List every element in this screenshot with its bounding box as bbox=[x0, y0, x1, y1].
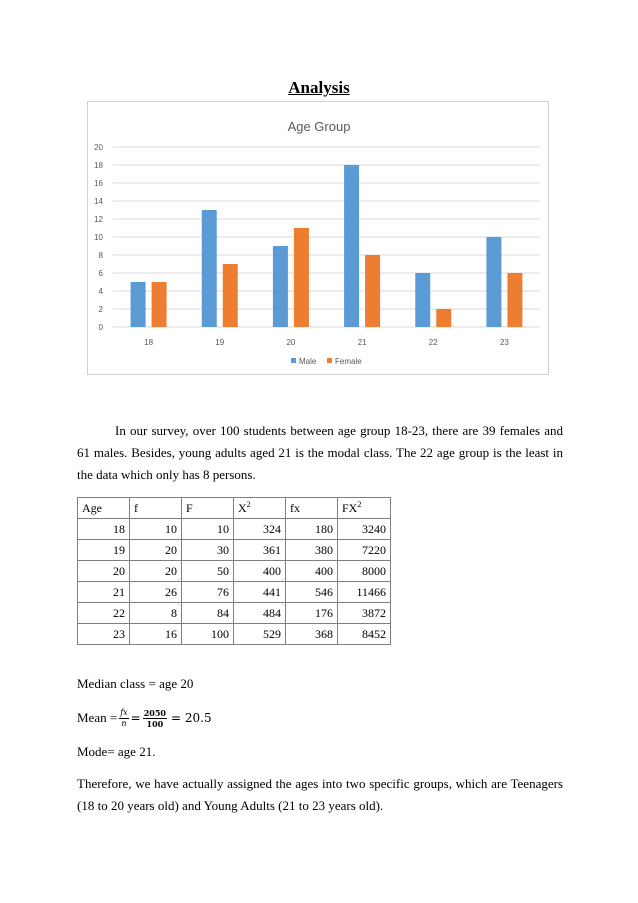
table-cell: 23 bbox=[78, 624, 130, 645]
table-cell: 18 bbox=[78, 519, 130, 540]
header-age: Age bbox=[78, 498, 130, 519]
frequency-table bbox=[77, 497, 391, 645]
table-cell: 8000 bbox=[338, 561, 391, 582]
bar-female bbox=[436, 309, 451, 327]
table-cell: 368 bbox=[286, 624, 338, 645]
bar-male bbox=[273, 246, 288, 327]
legend-swatch-female bbox=[327, 358, 332, 363]
table-cell: 100 bbox=[182, 624, 234, 645]
table-cell: 30 bbox=[182, 540, 234, 561]
y-tick-label: 6 bbox=[98, 269, 103, 278]
table-row bbox=[78, 519, 391, 540]
table-cell: 22 bbox=[78, 603, 130, 624]
header-cumulative-f: F bbox=[182, 498, 234, 519]
mean-result: = 20.5 bbox=[171, 711, 212, 725]
chart-title: Age Group bbox=[287, 119, 351, 134]
x-tick-label: 23 bbox=[499, 338, 509, 347]
bar-male bbox=[202, 210, 217, 327]
bar-male bbox=[131, 282, 146, 327]
table-cell: 10 bbox=[130, 519, 182, 540]
legend-swatch-male bbox=[291, 358, 296, 363]
bar-male bbox=[486, 237, 501, 327]
legend-label-male: Male bbox=[299, 357, 317, 366]
legend-label-female: Female bbox=[335, 357, 362, 366]
bar-chart-svg bbox=[88, 102, 550, 376]
table-cell: 361 bbox=[234, 540, 286, 561]
table-cell: 11466 bbox=[338, 582, 391, 603]
conclusion-paragraph: Therefore, we have actually assigned the ages into two specific groups, which are Teenagers (18 to 20 years old) and Young Adults (21 to 23 years old). bbox=[77, 776, 563, 813]
table-cell: 84 bbox=[182, 603, 234, 624]
survey-paragraph bbox=[77, 420, 563, 486]
bar-female bbox=[223, 264, 238, 327]
table-header-row bbox=[78, 498, 391, 519]
x-tick-label: 21 bbox=[357, 338, 367, 347]
x-tick-label: 20 bbox=[286, 338, 296, 347]
table-cell: 20 bbox=[130, 540, 182, 561]
x-tick-label: 19 bbox=[215, 338, 225, 347]
table-cell: 20 bbox=[78, 561, 130, 582]
header-f: f bbox=[130, 498, 182, 519]
y-tick-label: 18 bbox=[94, 161, 103, 170]
table-row bbox=[78, 582, 391, 603]
table-cell: 76 bbox=[182, 582, 234, 603]
table-cell: 50 bbox=[182, 561, 234, 582]
y-tick-label: 0 bbox=[98, 323, 103, 332]
y-tick-label: 12 bbox=[94, 215, 103, 224]
y-tick-label: 2 bbox=[98, 305, 103, 314]
table-cell: 180 bbox=[286, 519, 338, 540]
table-cell: 546 bbox=[286, 582, 338, 603]
bar-male bbox=[344, 165, 359, 327]
table-cell: 3240 bbox=[338, 519, 391, 540]
y-tick-label: 16 bbox=[94, 179, 103, 188]
y-tick-label: 20 bbox=[94, 143, 103, 152]
median-line: Median class = age 20 bbox=[77, 676, 194, 691]
bar-female bbox=[152, 282, 167, 327]
table-cell: 400 bbox=[286, 561, 338, 582]
mean-line bbox=[77, 703, 212, 733]
mode-line: Mode= age 21. bbox=[77, 744, 156, 759]
table-cell: 529 bbox=[234, 624, 286, 645]
table-cell: 8452 bbox=[338, 624, 391, 645]
bar-female bbox=[294, 228, 309, 327]
table-cell: 380 bbox=[286, 540, 338, 561]
mean-fraction-symbolic: $\frac{fx}{n}$ bbox=[120, 707, 128, 728]
y-tick-label: 4 bbox=[98, 287, 103, 296]
y-tick-label: 10 bbox=[94, 233, 103, 242]
table-cell: 26 bbox=[130, 582, 182, 603]
table-cell: 7220 bbox=[338, 540, 391, 561]
table-row bbox=[78, 603, 391, 624]
table-row bbox=[78, 561, 391, 582]
survey-paragraph-text: In our survey, over 100 students between age group 18-23, there are 39 females and 61 males. Besides, young adults aged 21 is the modal class. The 22 age group is the least in the data which only has 8 persons. bbox=[77, 423, 563, 482]
x-tick-label: 22 bbox=[428, 338, 438, 347]
table-cell: 3872 bbox=[338, 603, 391, 624]
table-cell: 400 bbox=[234, 561, 286, 582]
table-cell: 10 bbox=[182, 519, 234, 540]
y-tick-label: 8 bbox=[98, 251, 103, 260]
table-cell: 8 bbox=[130, 603, 182, 624]
page-heading: Analysis bbox=[288, 78, 350, 97]
table-row bbox=[78, 540, 391, 561]
y-tick-label: 14 bbox=[94, 197, 103, 206]
table-cell: 21 bbox=[78, 582, 130, 603]
table-row bbox=[78, 624, 391, 645]
header-fx-squared: $FX^2$ bbox=[338, 498, 391, 519]
table-cell: 20 bbox=[130, 561, 182, 582]
bar-female bbox=[507, 273, 522, 327]
age-group-chart bbox=[87, 101, 549, 375]
table-cell: 441 bbox=[234, 582, 286, 603]
equals-sign: = bbox=[130, 711, 141, 725]
table-cell: 176 bbox=[286, 603, 338, 624]
mean-label: Mean = bbox=[77, 710, 118, 725]
bar-female bbox=[365, 255, 380, 327]
table-cell: 324 bbox=[234, 519, 286, 540]
x-tick-label: 18 bbox=[144, 338, 154, 347]
table-cell: 19 bbox=[78, 540, 130, 561]
header-fx: fx bbox=[286, 498, 338, 519]
header-x-squared: $X^2$ bbox=[234, 498, 286, 519]
mean-fraction-numeric: $\frac{2050}{100}$ bbox=[143, 707, 166, 729]
table-cell: 16 bbox=[130, 624, 182, 645]
bar-male bbox=[415, 273, 430, 327]
table-cell: 484 bbox=[234, 603, 286, 624]
